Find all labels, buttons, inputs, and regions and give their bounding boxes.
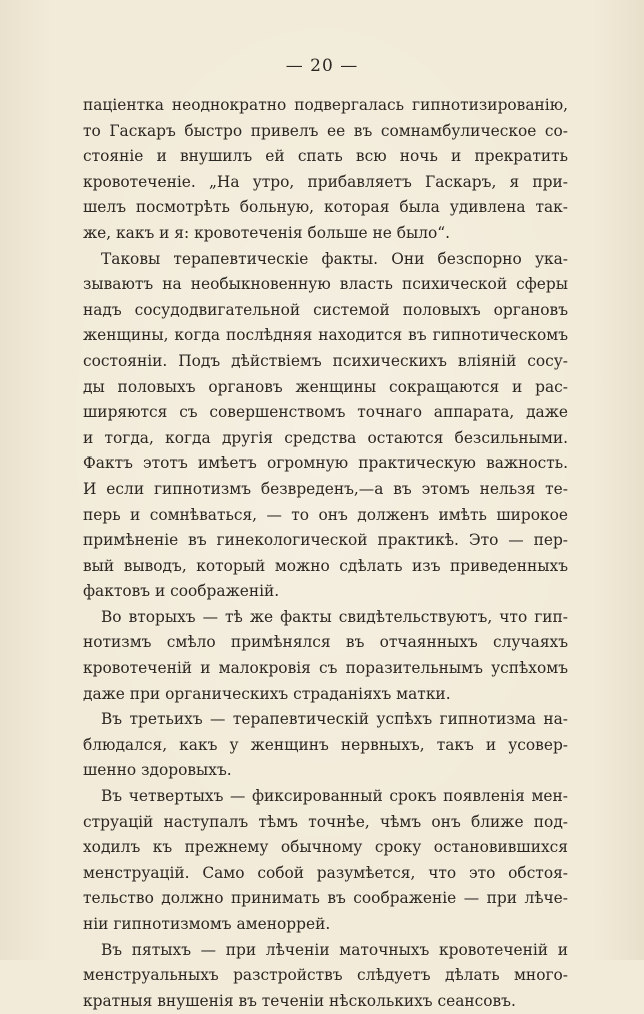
text-line: Фактъ этотъ имѣетъ огромную практическую важность.	[83, 454, 568, 473]
text-line: пацiентка неоднократно подвергалась гипнотизированiю,	[83, 96, 568, 114]
text-line: Во вторыхъ — тѣ же факты свидѣтельствуютъ, что гип-	[101, 607, 568, 626]
page-number: — 20 —	[285, 56, 359, 76]
text-line: же, какъ и я: кровотеченiя больше не было“.	[83, 223, 451, 242]
text-line: состоянiи. Подъ дѣйствiемъ психическихъ влiянiй сосу-	[83, 351, 568, 370]
text-line: то Гаскаръ быстро привелъ ее въ сомнамбулическое со-	[83, 121, 568, 140]
text-line: нiи гипнотизмомъ аменоррей.	[83, 915, 331, 933]
text-line: нотизмъ смѣло примѣнялся въ отчаянныхъ случаяхъ	[83, 633, 568, 652]
text-line: менструальныхъ разстройствъ слѣдуетъ дѣлать много-	[83, 966, 568, 985]
text-line: вый выводъ, который можно сдѣлать изъ приведенныхъ	[83, 556, 568, 575]
text-line: примѣненiе въ гинекологической практикѣ. Это — пер-	[83, 531, 568, 550]
text-line: ширяются съ совершенствомъ точнаго аппарата, даже	[83, 403, 568, 422]
text-line: Таковы терапевтическiе факты. Они безспорно ука-	[101, 249, 568, 268]
text-line: и тогда, когда другiя средства остаются безсильными.	[83, 428, 568, 447]
text-line: шелъ посмотрѣть больную, которая была удивлена так-	[83, 198, 568, 217]
text-line: кровотеченiе. „На утро, прибавляетъ Гаскаръ, я при-	[83, 172, 568, 191]
text-line: И если гипнотизмъ безвреденъ,—а въ этомъ нельзя те-	[83, 479, 568, 498]
text-line: фактовъ и соображенiй.	[83, 582, 280, 601]
text-line: ходилъ къ прежнему обычному сроку остановившихся	[83, 838, 568, 857]
text-line: даже при органическихъ страданiяхъ матки.	[83, 684, 451, 703]
text-line: шенно здоровыхъ.	[83, 761, 232, 780]
text-line: кровотеченiй и малокровiя съ поразительнымъ успѣхомъ	[83, 659, 568, 678]
text-line: зываютъ на необыкновенную власть психической сферы	[83, 275, 568, 294]
body-text	[83, 93, 568, 1014]
text-line: Въ четвертыхъ — фиксированный срокъ появленiя мен-	[101, 787, 568, 806]
text-line: тельство должно принимать въ соображенiе — при лѣче-	[83, 889, 568, 908]
text-line: перь и сомнѣваться, — то онъ долженъ имѣть широкое	[83, 505, 568, 524]
text-line: струацiй наступалъ тѣмъ точнѣе, чѣмъ онъ ближе под-	[83, 812, 568, 831]
text-line: стоянiе и внушилъ ей спать всю ночь и прекратить	[83, 147, 568, 166]
text-line: блюдался, какъ у женщинъ нервныхъ, такъ и усовер-	[83, 735, 568, 754]
text-line: женщины, когда послѣдняя находится въ гипнотическомъ	[83, 326, 568, 345]
text-line: Въ пятыхъ — при лѣченiи маточныхъ кровотеченiй и	[101, 940, 568, 959]
text-line: менструацiй. Само собой разумѣется, что это обстоя-	[83, 863, 568, 882]
text-line: ды половыхъ органовъ женщины сокращаются и рас-	[83, 377, 568, 396]
text-line: кратныя внушенiя въ теченiи нѣсколькихъ сеансовъ.	[83, 991, 516, 1010]
text-line: надъ сосудодвигательной системой половыхъ органовъ	[83, 300, 568, 319]
text-line: Въ третьихъ — терапевтическiй успѣхъ гипнотизма на-	[101, 710, 568, 729]
